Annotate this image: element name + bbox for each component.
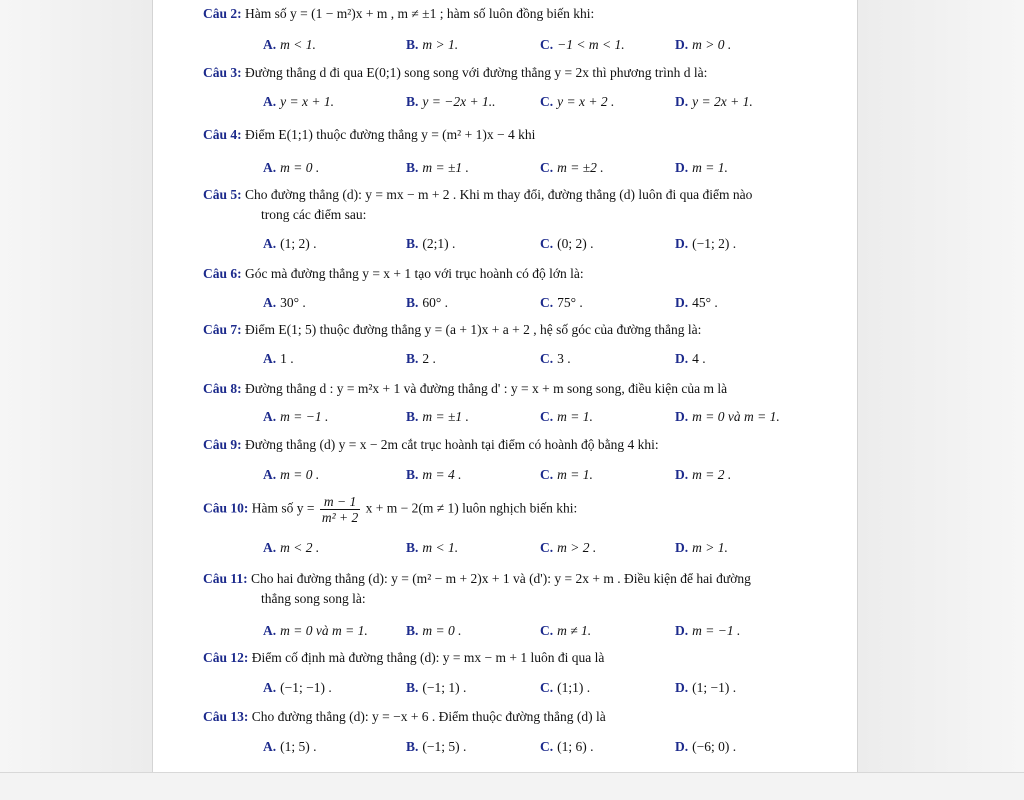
options-5 [153,234,859,254]
question-label: Câu 10: [203,500,249,516]
option-d: D. m > 1. [675,540,728,555]
option-a: A. (−1; −1) . [263,680,332,695]
question-label: Câu 8: [203,381,242,396]
option-b: B. m < 1. [406,540,459,555]
option-c: C. m > 2 . [540,540,597,555]
option-c: C. m = ±2 . [540,160,604,175]
option-b: B. (−1; 1) . [406,680,467,695]
option-d: D. y = 2x + 1. [675,94,753,109]
option-c: C. (0; 2) . [540,236,594,251]
option-a: A. m = −1 . [263,409,329,424]
options-10 [153,538,859,558]
option-b: B. 60° . [406,295,449,310]
option-b: B. m = ±1 . [406,409,469,424]
question-text-pre: Hàm số y = [251,500,315,516]
option-a: A. m < 1. [263,37,316,52]
option-b: B. m = 0 . [406,623,462,638]
option-a: A. m = 0 . [263,160,320,175]
option-a: A. m = 0 và m = 1. [263,623,368,638]
question-label: Câu 3: [203,65,242,80]
question-9 [203,435,809,455]
option-a: A. 30° . [263,295,306,310]
option-d: D. 4 . [675,351,706,366]
option-b: B. m > 1. [406,37,459,52]
bottom-bar [0,772,1024,800]
question-12 [203,648,809,668]
option-a: A. 1 . [263,351,294,366]
question-text: Góc mà đường thẳng y = x + 1 tạo với trục hoành có độ lớn là: [245,266,584,281]
option-c: C. m = 1. [540,467,593,482]
question-text: Cho hai đường thẳng (d): y = (m² − m + 2)x + 1 và (d'): y = 2x + m . Điều kiện để hai đường [251,571,751,586]
question-label: Câu 11: [203,571,248,586]
option-d: D. (−6; 0) . [675,739,737,754]
option-d: D. m > 0 . [675,37,732,52]
question-label: Câu 13: [203,709,249,724]
option-b: B. y = −2x + 1.. [406,94,496,109]
question-text: Đường thẳng (d) y = x − 2m cắt trục hoành tại điểm có hoành độ bằng 4 khi: [245,437,659,452]
option-b: B. m = ±1 . [406,160,469,175]
question-label: Câu 6: [203,266,242,281]
question-label: Câu 9: [203,437,242,452]
question-text: Cho đường thẳng (d): y = −x + 6 . Điểm thuộc đường thẳng (d) là [251,709,606,724]
option-d: D. 45° . [675,295,718,310]
options-3 [153,92,859,112]
fraction-numerator: m − 1 [320,494,360,510]
option-c: C. 3 . [540,351,571,366]
question-text: Điểm E(1;1) thuộc đường thẳng y = (m² + 1)x − 4 khi [245,127,536,142]
workspace-right [858,0,1024,772]
question-text: Hàm số y = (1 − m²)x + m , m ≠ ±1 ; hàm số luôn đồng biến khi: [245,6,595,21]
options-12 [153,678,859,698]
option-a: A. y = x + 1. [263,94,334,109]
workspace-left [0,0,152,772]
fraction-denominator: m² + 2 [321,510,359,525]
question-text: Điểm cố định mà đường thẳng (d): y = mx − m + 1 luôn đi qua là [251,650,605,665]
question-label: Câu 12: [203,650,249,665]
question-10 [203,494,809,525]
question-text-continued: trong các điểm sau: [261,207,367,222]
option-c: C. (1;1) . [540,680,591,695]
option-c: C. (1; 6) . [540,739,594,754]
option-d: D. m = −1 . [675,623,741,638]
option-b: B. (2;1) . [406,236,456,251]
options-11 [153,621,859,641]
options-13 [153,737,859,757]
document-page [152,0,858,772]
option-b: B. 2 . [406,351,436,366]
option-c: C. m = 1. [540,409,593,424]
option-a: A. (1; 5) . [263,739,317,754]
option-a: A. m < 2 . [263,540,320,555]
options-8 [153,407,859,427]
option-a: A. m = 0 . [263,467,320,482]
option-d: D. m = 1. [675,160,728,175]
question-text-post: x + m − 2(m ≠ 1) luôn nghịch biến khi: [365,500,578,516]
question-text: Cho đường thẳng (d): y = mx − m + 2 . Khi m thay đổi, đường thẳng (d) luôn đi qua điểm nào [245,187,753,202]
options-2 [153,35,859,55]
question-label: Câu 2: [203,6,242,21]
question-7 [203,320,809,340]
question-text: Đường thẳng d : y = m²x + 1 và đường thẳng d' : y = x + m song song, điều kiện của m là [245,381,728,396]
option-c: C. m ≠ 1. [540,623,592,638]
options-4 [153,158,859,178]
option-d: D. m = 0 và m = 1. [675,409,780,424]
options-7 [153,349,859,369]
option-d: D. (−1; 2) . [675,236,737,251]
question-label: Câu 7: [203,322,242,337]
option-b: B. m = 4 . [406,467,462,482]
option-d: D. (1; −1) . [675,680,737,695]
question-text: Đường thẳng d đi qua E(0;1) song song với đường thẳng y = 2x thì phương trình d là: [245,65,708,80]
question-5 [203,185,809,225]
question-6 [203,264,809,284]
question-8 [203,379,809,399]
question-4 [203,125,809,145]
option-a: A. (1; 2) . [263,236,317,251]
question-13 [203,707,809,727]
fraction [320,494,360,525]
question-11 [203,569,809,609]
question-label: Câu 4: [203,127,242,142]
option-d: D. m = 2 . [675,467,732,482]
option-b: B. (−1; 5) . [406,739,467,754]
question-label: Câu 5: [203,187,242,202]
question-3 [203,63,809,83]
question-text-continued: thẳng song song là: [261,591,366,606]
option-c: C. y = x + 2 . [540,94,615,109]
options-9 [153,465,859,485]
question-text: Điểm E(1; 5) thuộc đường thẳng y = (a + 1)x + a + 2 , hệ số góc của đường thẳng là: [245,322,702,337]
option-c: C. 75° . [540,295,583,310]
question-2 [203,4,809,24]
options-6 [153,293,859,313]
option-c: C. −1 < m < 1. [540,37,625,52]
